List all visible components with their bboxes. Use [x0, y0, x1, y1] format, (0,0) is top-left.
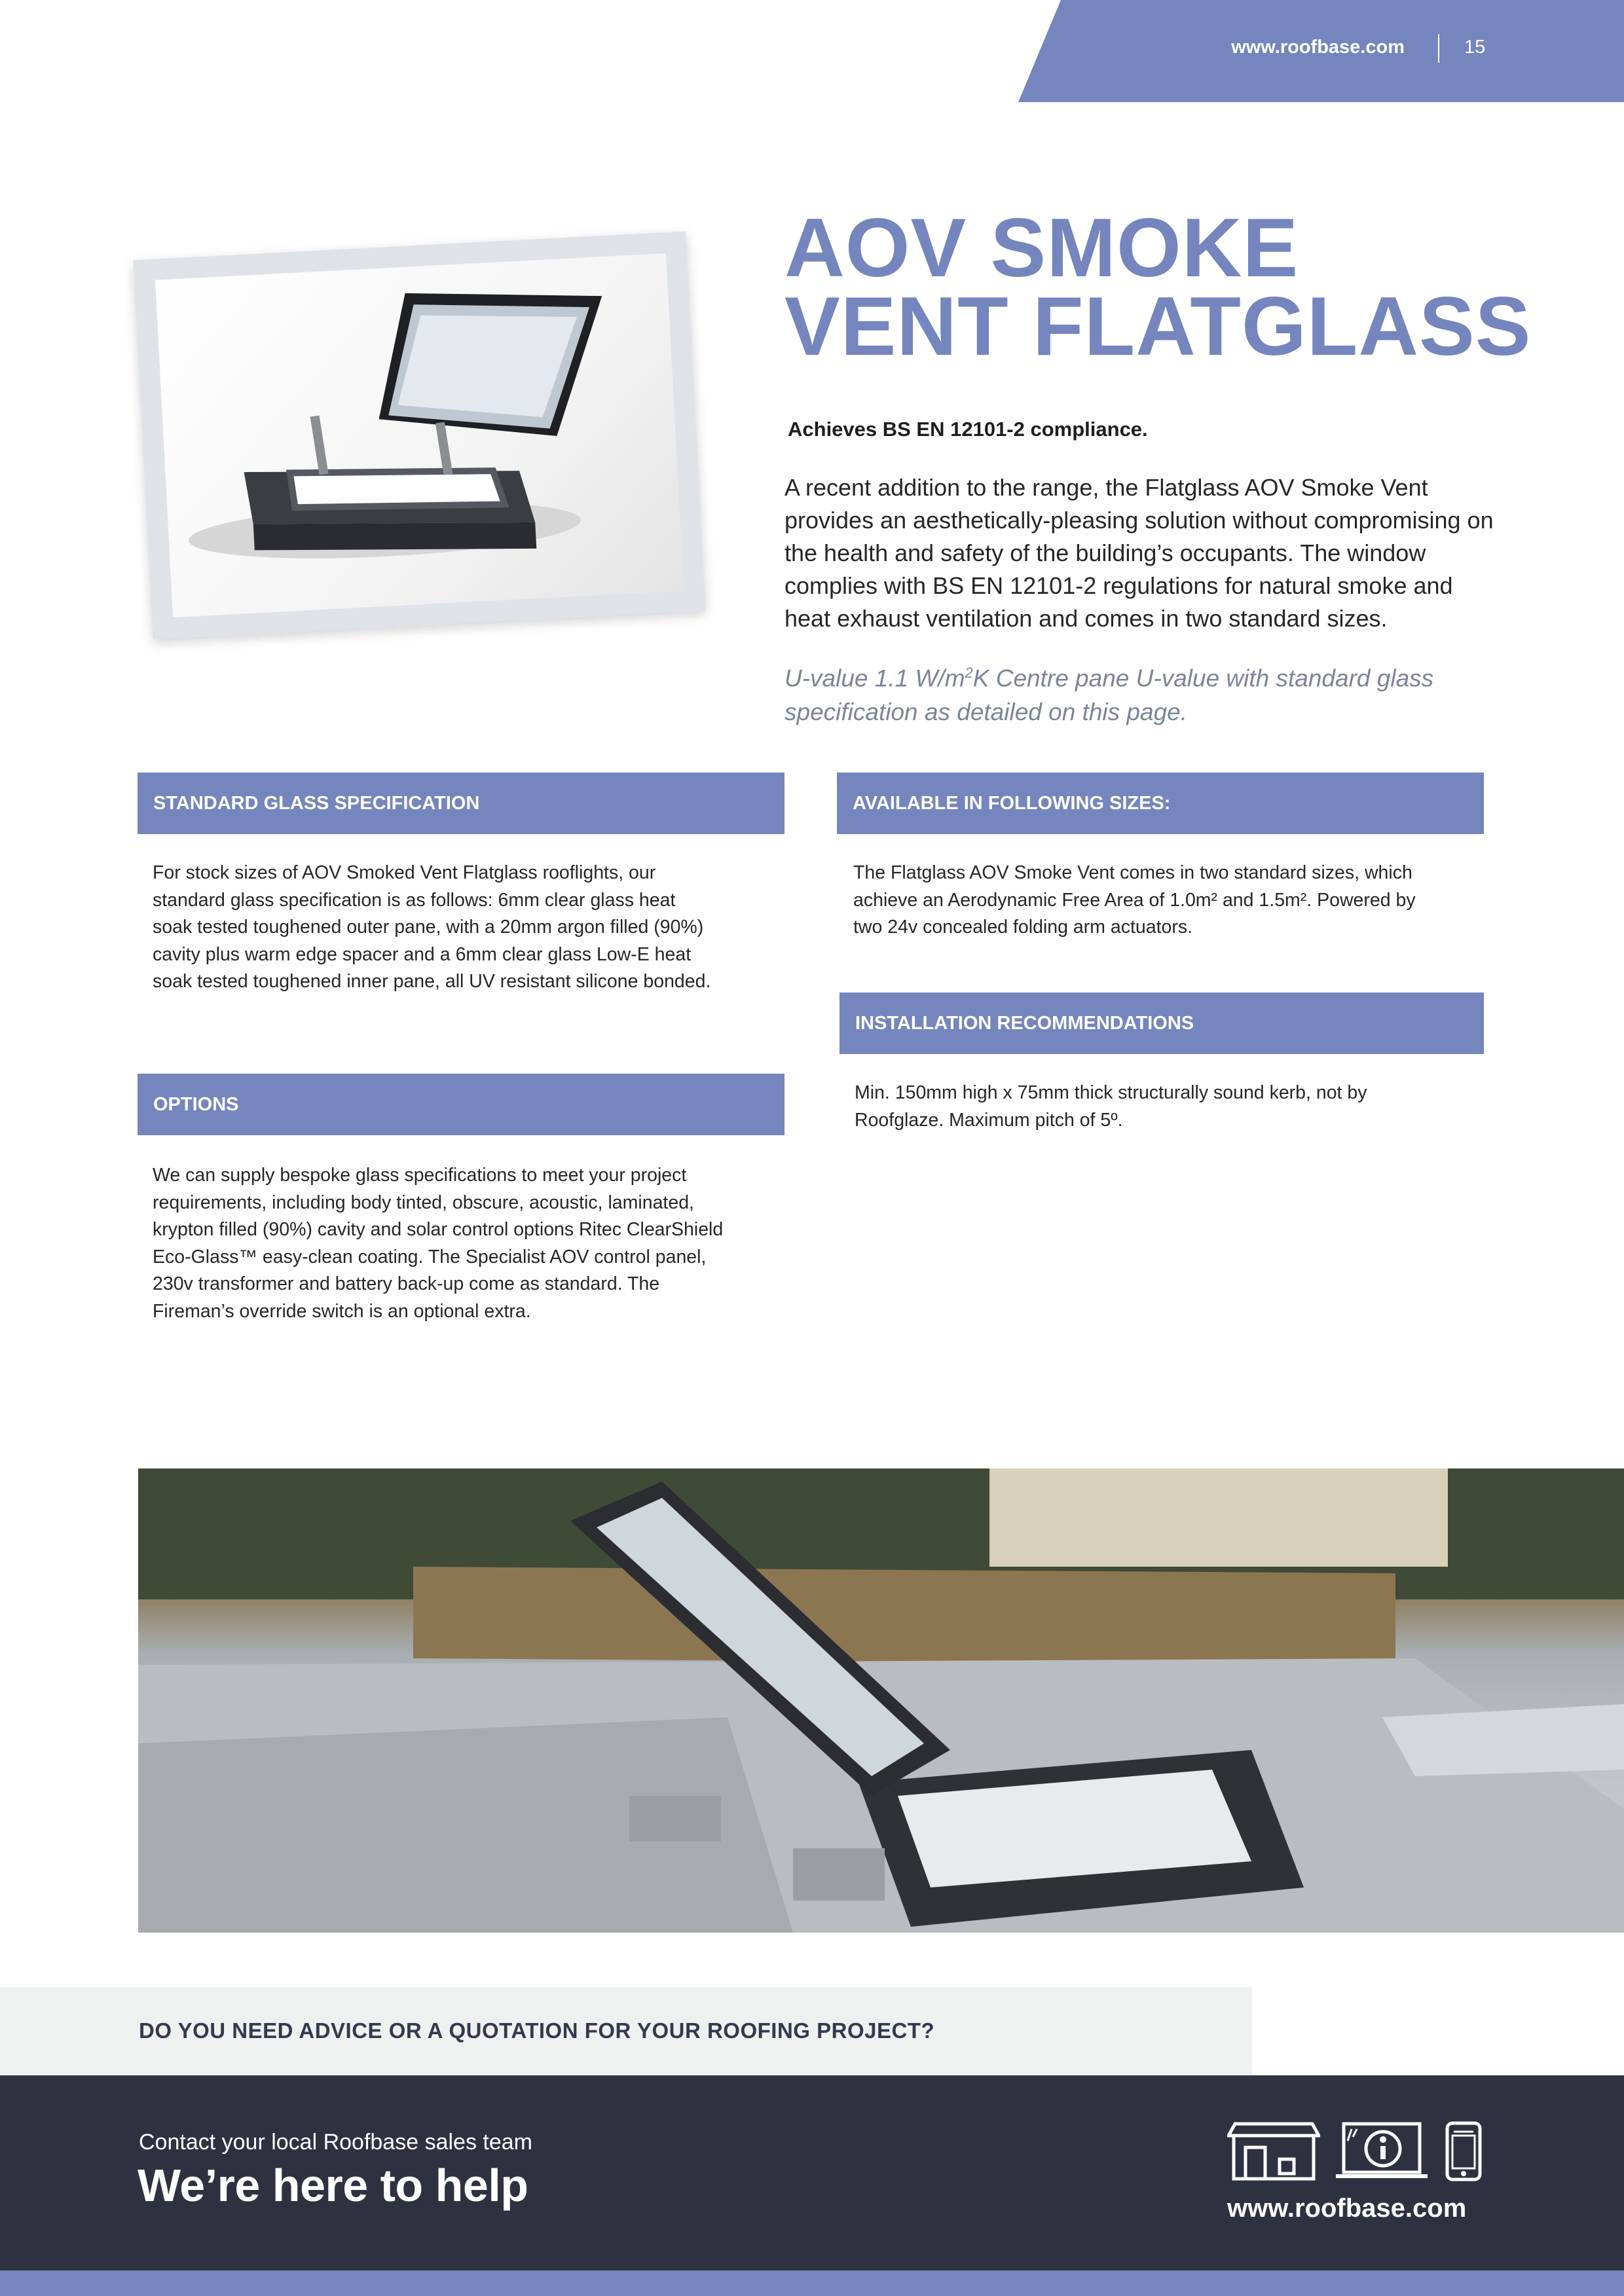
product-photo-frame — [133, 231, 705, 639]
laptop-info-icon[interactable] — [1336, 2121, 1428, 2181]
smoke-vent-illustration — [155, 253, 684, 617]
sizes-text: The Flatglass AOV Smoke Vent comes in two standard sizes, which achieve an Aerodynamic Free Area of 1.0m² and 1.5m². Powered by two 24v concealed folding arm actuators. — [853, 862, 1416, 938]
glass-spec-heading: STANDARD GLASS SPECIFICATION — [138, 773, 784, 834]
u-value-note — [784, 656, 1439, 729]
branch-icon — [1227, 2121, 1320, 2181]
footer-contact-text: Contact your local Roofbase sales team — [139, 2130, 532, 2155]
product-photo — [155, 253, 684, 617]
u-value-superscript: 2 — [965, 665, 973, 681]
installation-heading: INSTALLATION RECOMMENDATIONS — [840, 993, 1484, 1054]
footer-website-link[interactable]: www.roofbase.com — [1227, 2194, 1467, 2223]
sizes-heading: AVAILABLE IN FOLLOWING SIZES: — [837, 773, 1484, 834]
title-line-2: VENT FLATGLASS — [784, 280, 1532, 373]
installation-text: Min. 150mm high x 75mm thick structurally sound kerb, not by Roofglaze. Maximum pitch of 5º. — [855, 1082, 1367, 1131]
cta-question: DO YOU NEED ADVICE OR A QUOTATION FOR YOUR ROOFING PROJECT? — [139, 2018, 935, 2043]
glass-spec-text: For stock sizes of AOV Smoked Vent Flatglass rooflights, our standard glass specification is as follows: 6mm clear glass heat soak tested toughened outer pane, with a 20mm argon filled (90%) cavity plus warm edge spacer and a 6mm clear glass Low-E heat soak tested toughened inner pane, all UV resistant silicone bonded. — [153, 862, 711, 992]
footer-stripe — [0, 2270, 1624, 2296]
header-website-link[interactable]: www.roofbase.com — [1231, 37, 1405, 58]
options-text: We can supply bespoke glass specifications to meet your project requirements, including body tinted, obscure, acoustic, laminated, krypton filled (90%) cavity and solar control options Ritec ClearShield Eco-Glass™ easy-clean coating. The Specialist AOV control panel, 230v transformer and battery back-up come as standard. The Fireman’s override switch is an optional extra. — [153, 1165, 724, 1322]
installed-vent-photo — [138, 1468, 1624, 1933]
options-heading: OPTIONS — [138, 1074, 784, 1135]
u-value-prefix: U-value 1.1 W/m — [784, 665, 965, 692]
header-divider — [1438, 34, 1439, 63]
mobile-phone-icon[interactable] — [1445, 2121, 1483, 2181]
u-value-suffix: K Centre pane U-value with standard glass specification as detailed on this page. — [784, 665, 1434, 726]
footer-tagline: We’re here to help — [138, 2160, 528, 2211]
rooftop-scene — [138, 1468, 1624, 1933]
title-line-1: AOV SMOKE — [784, 201, 1299, 294]
page-title — [784, 201, 1570, 373]
compliance-statement: Achieves BS EN 12101-2 compliance. — [788, 418, 1148, 441]
page-number: 15 — [1464, 37, 1486, 58]
intro-paragraph: A recent addition to the range, the Flatglass AOV Smoke Vent provides an aesthetically-pleasing solution without compromising on the health and safety of the building’s occupants. The window complies with BS EN 12101-2 regulations for natural smoke and heat exhaust ventilation and comes in two standard sizes. — [784, 474, 1494, 632]
